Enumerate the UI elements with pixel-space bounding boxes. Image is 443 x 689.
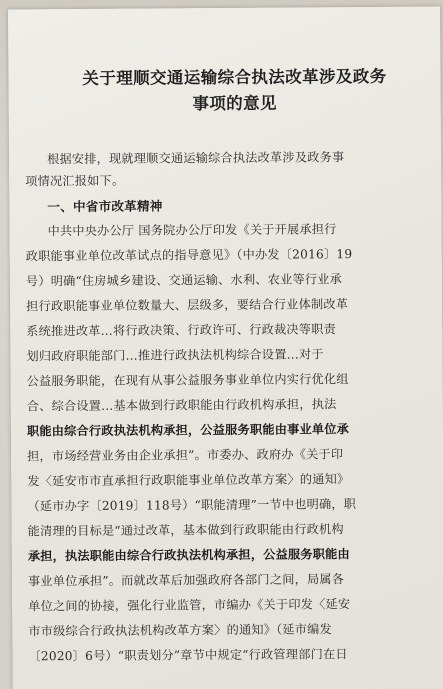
- body-line: 划归政府职能部门…推进行政执法机构综合设置…对于: [26, 347, 324, 364]
- body-line: 单位之间的协接，强化行业监管，市编办《关于印发〈延安: [28, 597, 351, 614]
- body-line: （延市办字〔2019〕118号）“职能清理”一节中也明确，职: [27, 497, 357, 514]
- body-line: 政职能事业单位改革试点的指导意见》（中办发〔2016〕19: [25, 247, 353, 264]
- body-line: 合、综合设置…基本做到行政职能由行政机构承担，执法: [26, 397, 337, 414]
- body-line: 职能由综合行政执法机构承担，公益服务职能由事业单位承: [26, 422, 350, 439]
- body-line: 中共中央办公厅 国务院办公厅印发《关于开展承担行: [47, 222, 337, 239]
- body-line: 公益服务职能，在现有从事公益服务事业单位内实行优化组: [26, 372, 349, 389]
- body-line: 担行政职能事业单位数量大、层级多，要结合行业体制改革: [26, 297, 349, 314]
- body-line: 发〈延安市市直承担行政职能事业单位改革方案〉的通知》: [27, 472, 350, 489]
- body-line: 承担，执法职能由综合行政执法机构承担，公益服务职能由: [27, 547, 350, 564]
- intro-line: 项情况汇报如下。: [25, 173, 125, 189]
- document-title-line2: 事项的意见: [192, 93, 277, 114]
- body-line: 系统推进改革…将行政决策、行政许可、行政裁决等职责: [26, 322, 336, 339]
- intro-line: 根据安排，现就理顺交通运输综合执法改革涉及政务事: [47, 150, 345, 167]
- body-line: 〔2020〕6号）“职责划分”章节中规定“行政管理部门在日: [28, 647, 348, 664]
- body-line: 担，市场经营业务由企业承担”。市委办、政府办《关于印: [27, 447, 344, 464]
- document-page: [8, 6, 443, 689]
- section-heading: 一、中省市改革精神: [47, 198, 163, 215]
- body-line: 号）明确“住房城乡建设、交通运输、水利、农业等行业承: [25, 272, 343, 289]
- body-line: 事业单位承担”。而就改革后加强政府各部门之间，局属各: [27, 572, 345, 589]
- body-line: 市市级综合行政执法机构改革方案〉的通知》（延市编发: [28, 622, 332, 639]
- document-title-line1: 关于理顺交通运输综合执法改革涉及政务: [82, 66, 387, 88]
- body-line: 能清理的目标是“通过改革，基本做到行政职能由行政机构: [27, 522, 344, 539]
